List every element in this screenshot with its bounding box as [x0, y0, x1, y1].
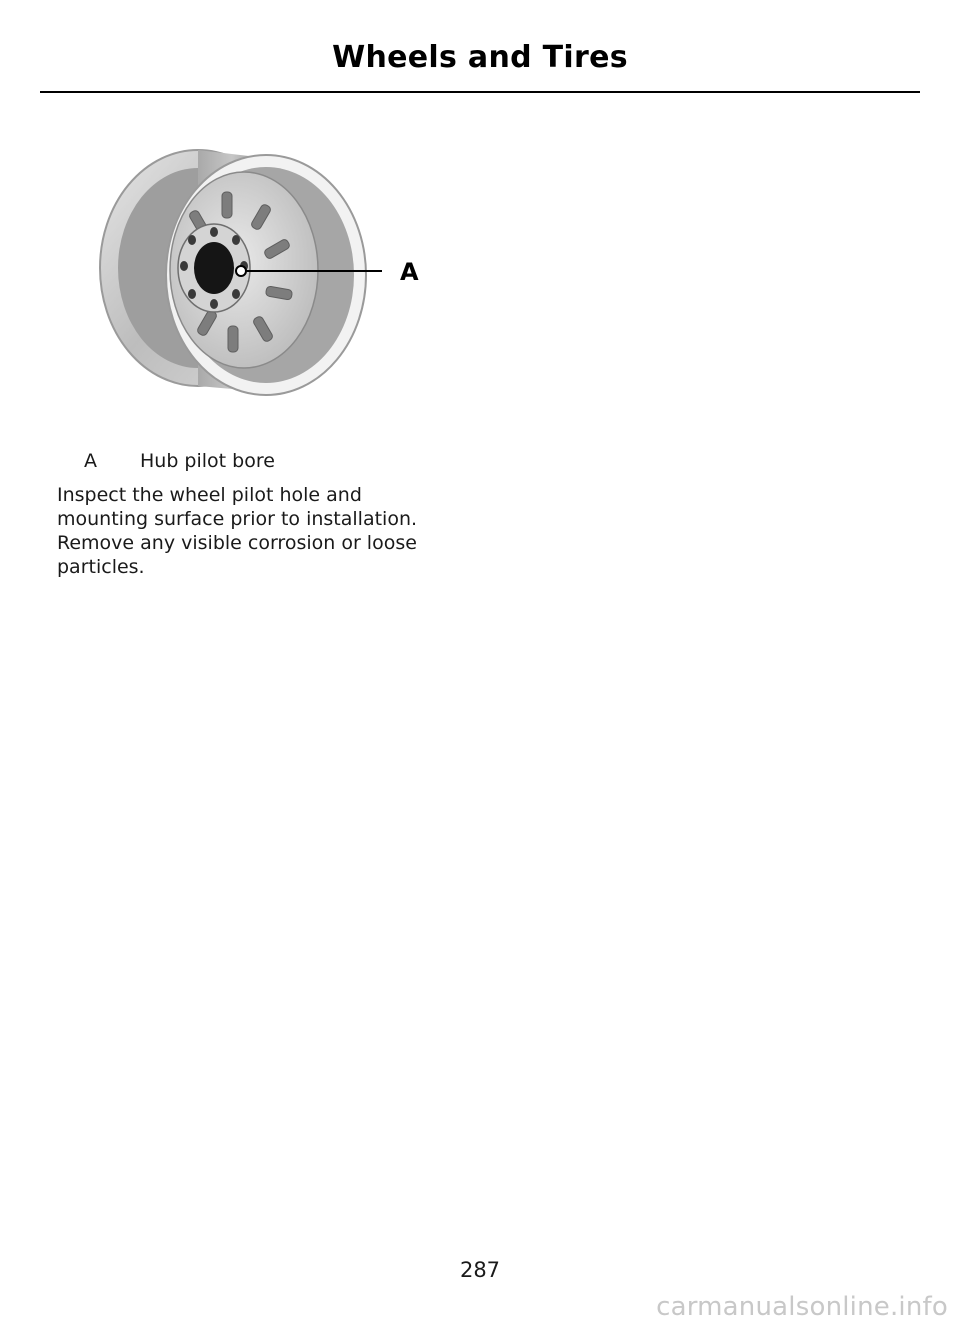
legend-key: A [84, 450, 97, 472]
header-divider [40, 91, 920, 93]
wheel-rim-illustration [86, 140, 446, 410]
wheel-figure [86, 140, 446, 410]
watermark: carmanualsonline.info [656, 1292, 948, 1322]
body-paragraph: Inspect the wheel pilot hole and mounting surface prior to installation. Remove any visible corrosion or loose particles. [57, 484, 418, 578]
hub-pilot-bore [194, 242, 234, 294]
page-title: Wheels and Tires [332, 40, 628, 75]
legend-text: Hub pilot bore [140, 450, 275, 472]
callout-label-a: A [400, 258, 419, 286]
legend-row [84, 450, 275, 472]
page-number: 287 [459, 1258, 501, 1282]
